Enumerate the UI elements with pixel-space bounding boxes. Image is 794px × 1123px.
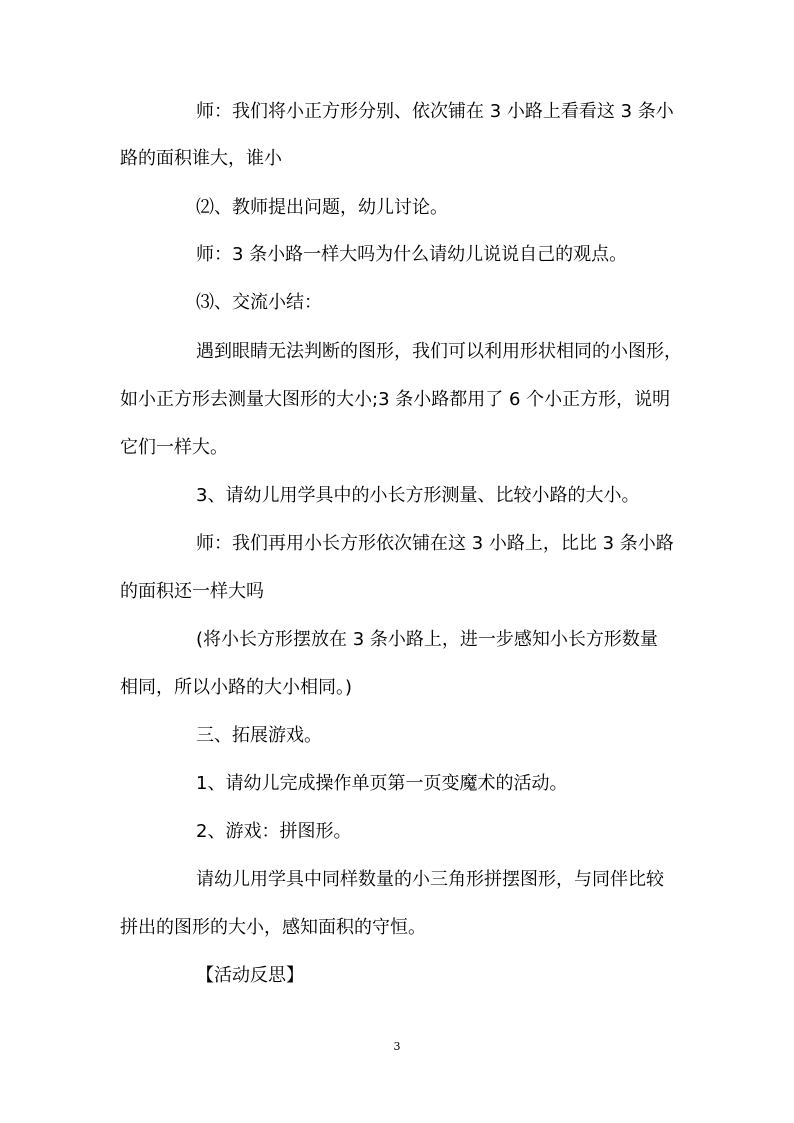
text-line: 拼出的图形的大小，感知面积的守恒。 — [120, 917, 426, 938]
text-line: 如小正方形去测量大图形的大小;3 条小路都用了 6 个小正方形，说明 — [120, 389, 671, 410]
text-line: ⑶、交流小结： — [196, 292, 322, 313]
page-number: 3 — [393, 1040, 401, 1053]
section-heading: 【活动反思】 — [196, 965, 304, 986]
text-line: 相同，所以小路的大小相同。) — [120, 677, 353, 698]
text-line: (将小长方形摆放在 3 条小路上，进一步感知小长方形数量 — [196, 629, 658, 650]
text-line: 师：我们再用小长方形依次铺在这 3 小路上，比比 3 条小路 — [196, 533, 674, 554]
text-line: 2、游戏：拼图形。 — [196, 821, 352, 842]
text-line: 路的面积谁大，谁小 — [120, 148, 282, 169]
text-line: 师：我们将小正方形分别、依次铺在 3 小路上看看这 3 条小 — [196, 101, 674, 122]
text-line: ⑵、教师提出问题，幼儿讨论。 — [196, 197, 448, 218]
text-line: 3、请幼儿用学具中的小长方形测量、比较小路的大小。 — [196, 485, 640, 506]
text-line: 师：3 条小路一样大吗为什么请幼儿说说自己的观点。 — [196, 244, 628, 265]
section-heading: 三、拓展游戏。 — [196, 725, 322, 746]
text-line: 请幼儿用学具中同样数量的小三角形拼摆图形，与同伴比较 — [196, 869, 664, 890]
text-line: 它们一样大。 — [120, 437, 228, 458]
text-line: 的面积还一样大吗 — [120, 581, 264, 602]
text-line: 遇到眼睛无法判断的图形，我们可以利用形状相同的小图形， — [196, 341, 682, 362]
text-line: 1、请幼儿完成操作单页第一页变魔术的活动。 — [196, 773, 568, 794]
